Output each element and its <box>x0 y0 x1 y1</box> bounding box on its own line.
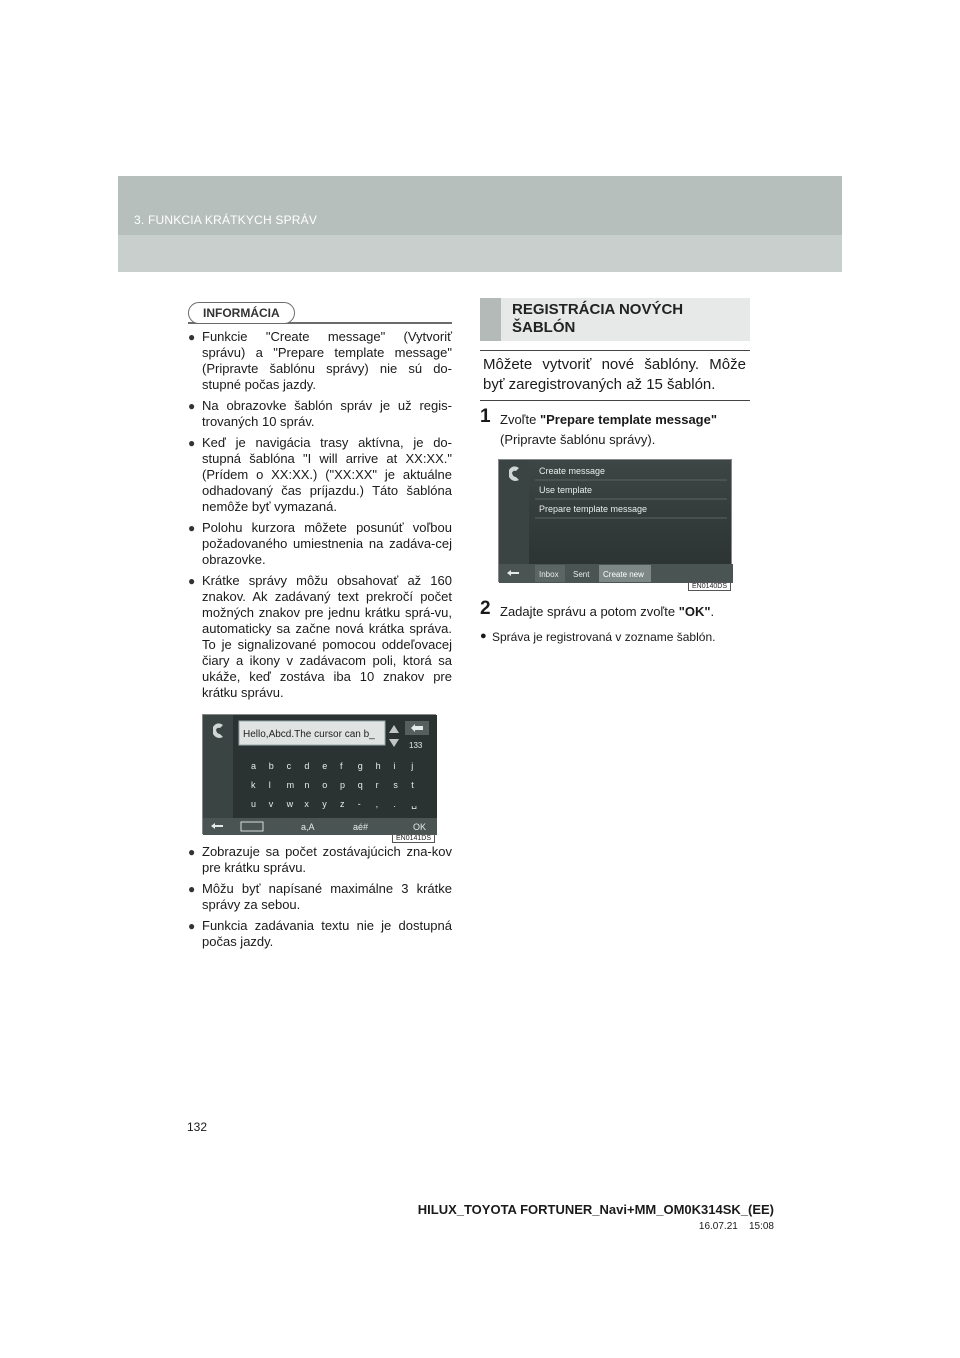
key-2-6[interactable]: - <box>357 799 361 809</box>
registration-heading <box>480 298 750 341</box>
key-2-7[interactable]: , <box>375 799 379 809</box>
key-0-4[interactable]: e <box>322 761 328 771</box>
info-bullets-after <box>188 844 452 950</box>
key-1-6[interactable]: q <box>357 780 363 790</box>
key-2-1[interactable]: v <box>268 799 274 809</box>
case-key[interactable]: a,A <box>301 822 315 832</box>
key-2-4[interactable]: y <box>322 799 327 809</box>
key-0-5[interactable]: f <box>340 761 343 771</box>
menu-item-create[interactable]: Create message <box>539 466 606 476</box>
registration-intro: Môžete vytvoriť nové šablóny. Môže byť zaregistrovaných až 15 šablón. <box>480 350 750 401</box>
key-0-9[interactable]: j <box>411 761 414 771</box>
ok-key[interactable]: OK <box>413 822 427 832</box>
tab-create-new[interactable]: Create new <box>603 570 644 579</box>
header-band-lower <box>118 235 842 272</box>
key-0-0[interactable]: a <box>251 761 257 771</box>
input-text: Hello,Abcd.The cursor can b_ <box>243 729 375 740</box>
tab-inbox[interactable]: Inbox <box>539 570 559 579</box>
figure-id: EN0140DS <box>688 582 731 591</box>
info-bullet: ● Môžu byť napísané maximálne 3 krátke správy za sebou. <box>188 881 452 912</box>
doc-date: 16.07.21 15:08 <box>698 1221 774 1232</box>
key-2-8[interactable]: . <box>393 799 396 809</box>
info-bullet: ● Krátke správy môžu obsahovať až 160 znakov. Ak zadávaný text prekročí počet možných znakov pre jednu krátku sprá-vu, automaticky sa začne nová krátka správa. To je signalizované pomocou oddeľovacej čiary a ikony v zadávacom poli, ktorá sa ukáže, keď zostáva iba 10 znakov pre krátku správu. <box>188 573 452 700</box>
key-0-7[interactable]: h <box>375 761 381 771</box>
menu-screen-svg <box>499 460 733 583</box>
key-0-2[interactable]: c <box>286 761 292 771</box>
key-2-2[interactable]: w <box>286 799 294 809</box>
key-0-1[interactable]: b <box>268 761 274 771</box>
key-1-0[interactable]: k <box>251 780 256 790</box>
registration-column <box>480 298 750 644</box>
step-1: 1 Zvoľte "Prepare template message" (Pripravte šablónu správy). <box>480 406 718 447</box>
key-1-4[interactable]: o <box>322 780 328 790</box>
menu-screenshot <box>498 459 732 590</box>
header-band <box>118 176 842 272</box>
tab-sent[interactable]: Sent <box>573 570 590 579</box>
symbols-key[interactable]: aé# <box>353 822 369 832</box>
info-bullet: ● Zobrazuje sa počet zostávajúcich zna-kov pre krátku správu. <box>188 844 452 875</box>
info-bullet: ● Funkcia zadávania textu nie je dostupná počas jazdy. <box>188 918 452 949</box>
menu-item-use-template[interactable]: Use template <box>539 485 593 495</box>
figure-id: EN0141DS <box>392 834 435 843</box>
key-2-0[interactable]: u <box>251 799 257 809</box>
info-bullet: ● Funkcie "Create message" (Vytvoriť správu) a "Prepare template message" (Pripravte šablónu správy) nie sú do-stupné počas jazdy. <box>188 329 452 392</box>
key-1-5[interactable]: p <box>340 780 346 790</box>
key-2-5[interactable]: z <box>340 799 345 809</box>
key-1-1[interactable]: l <box>268 780 271 790</box>
step-2: 2 Zadajte správu a potom zvoľte "OK". <box>480 598 715 619</box>
info-column <box>188 302 452 955</box>
info-bullet: ● Polohu kurzora môžete posunúť voľbou požadovaného umiestnenia na zadáva-cej obrazovke. <box>188 520 452 567</box>
info-bullet: ● Na obrazovke šablón správ je už regis-trovaných 10 správ. <box>188 398 452 429</box>
info-bullets <box>188 329 452 701</box>
key-1-2[interactable]: m <box>286 780 295 790</box>
info-label: INFORMÁCIA <box>188 302 295 324</box>
remaining-count: 133 <box>409 741 423 750</box>
heading-accent <box>480 298 501 341</box>
key-0-3[interactable]: d <box>304 761 310 771</box>
key-2-3[interactable]: x <box>304 799 309 809</box>
doc-code: HILUX_TOYOTA FORTUNER_Navi+MM_OM0K314SK_(EE) <box>417 1202 774 1217</box>
key-1-9[interactable]: t <box>411 780 414 790</box>
section-title: 3. FUNKCIA KRÁTKYCH SPRÁV <box>134 213 318 227</box>
key-2-9[interactable]: ␣ <box>411 799 417 809</box>
key-0-6[interactable]: g <box>357 761 363 771</box>
keyboard-screen-svg <box>203 715 437 835</box>
registration-note: ● Správa je registrovaná v zozname šablón. <box>480 630 716 644</box>
keyboard-screenshot <box>202 714 436 842</box>
key-1-8[interactable]: s <box>393 780 398 790</box>
key-1-3[interactable]: n <box>304 780 310 790</box>
menu-item-prepare-template[interactable]: Prepare template message <box>539 504 648 514</box>
info-bullet: ● Keď je navigácia trasy aktívna, je do-stupná šablóna "I will arrive at XX:XX." (Prídem o XX:XX.) ("XX:XX" je aktuálne odhadovaný čas príjazdu.) Táto šablóna nemôže byť vymazaná. <box>188 435 452 514</box>
key-0-8[interactable]: i <box>393 761 396 771</box>
page-number: 132 <box>187 1120 208 1134</box>
registration-title: REGISTRÁCIA NOVÝCH ŠABLÓN <box>512 301 684 336</box>
key-1-7[interactable]: r <box>375 780 379 790</box>
